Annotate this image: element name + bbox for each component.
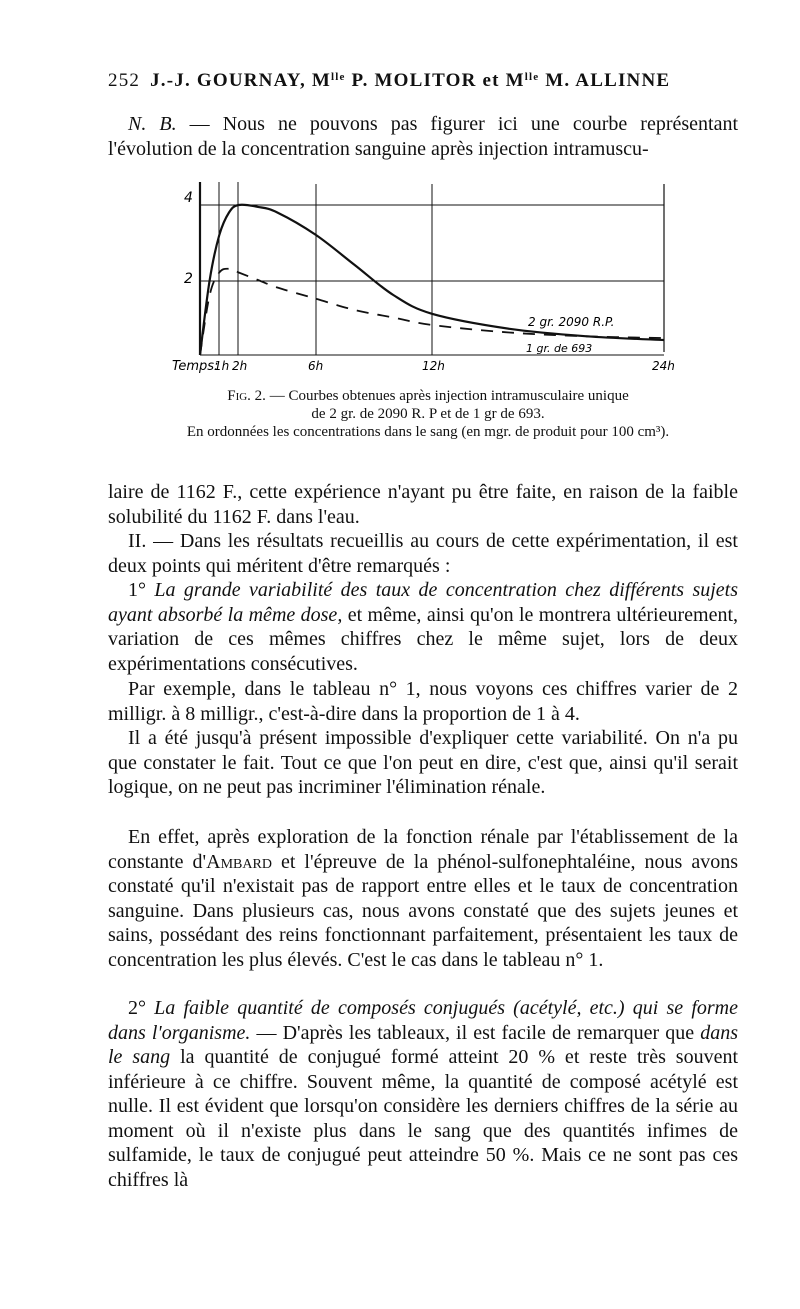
x-tick-2h: 2h: [232, 359, 248, 373]
running-header: [108, 70, 738, 92]
authors-sup-1: lle: [331, 71, 346, 83]
authors-sup-2: lle: [524, 71, 540, 83]
p6-ambard: Ambard: [206, 850, 272, 873]
x-tick-1h: 1h: [214, 359, 230, 373]
figure-2-chart: [168, 170, 678, 385]
y-tick-4: 4: [184, 190, 193, 206]
annotation-2090: 2 gr. 2090 R.P.: [528, 315, 615, 329]
chart-frame: [200, 182, 664, 355]
p7-italic-2: dans le sang: [108, 1021, 738, 1068]
paragraph-6: [108, 825, 738, 972]
p7-text-b: la quantité de conjugué formé atteint 20 % et reste très souvent inférieure à ce chiffre. Souvent même, la quantité de composé acétylé est nulle. Il est évident que lorsqu'on considère les derniers chiffres de la série au moment où il n'existe plus dans le sang que des quantités infimes de sulfamide, le taux de conjugué peut atteindre 50 %. Mais ce ne sont pas ces chiffres là: [108, 1046, 738, 1191]
caption-line-3: En ordonnées les concentrations dans le sang (en mgr. de produit pour 100 cm³).: [186, 424, 670, 440]
p3-rest: et même, ainsi qu'on le montrera ultérieurement, variation de ces mêmes chiffres chez le même sujet, lors de deux expérimentations consécutives.: [108, 603, 739, 675]
nb-text: — Nous ne pouvons pas figurer ici une courbe représentant l'évolution de la concentration sanguine après injection intramuscu-: [108, 113, 739, 160]
p7-number: 2°: [128, 997, 146, 1019]
p3-number: 1°: [128, 579, 146, 601]
p3-italic: La grande variabilité des taux de concentration chez différents sujets ayant absorbé la même dose,: [108, 579, 738, 626]
page-number: 252: [108, 70, 141, 91]
caption-fig-label: Fig. 2.: [227, 388, 266, 404]
paragraph-5: Il a été jusqu'à présent impossible d'expliquer cette variabilité. On n'a pu que constater le fait. Tout ce que l'on peut en dire, c'est que, ainsi qu'il serait logique, on ne peut pas incriminer l'élimination rénale.: [108, 727, 738, 798]
authors-part-2: P. MOLITOR et M: [345, 70, 525, 91]
y-tick-2: 2: [184, 271, 193, 287]
nb-label: N. B.: [128, 113, 177, 135]
caption-line-2: de 2 gr. de 2090 R. P et de 1 gr de 693.: [311, 406, 545, 422]
p7-italic: La faible quantité de composés conjugués (acétylé, etc.) qui se forme dans l'organisme.: [108, 997, 738, 1044]
p6-text-b: et l'épreuve de la phénol-sulfonephtaléine, nous avons constaté qu'il n'existait pas de rapport entre elles et le taux de concentration sanguine. Dans plusieurs cas, nous avons constaté que des sujets jeunes et sains, possédant des reins fonctionnant parfaitement, présentaient les taux de concentration les plus élevés. C'est le cas dans le tableau n° 1.: [108, 850, 738, 971]
paragraph-3: [108, 578, 738, 676]
x-tick-12h: 12h: [422, 359, 445, 373]
paragraph-7: [108, 996, 738, 1192]
x-axis-label: Temps:: [172, 359, 219, 374]
x-tick-24h: 24h: [652, 359, 675, 373]
nb-paragraph: [108, 112, 738, 161]
caption-line-1: [108, 387, 748, 405]
caption-text-1: — Courbes obtenues après injection intramusculaire unique: [265, 388, 629, 404]
authors-part-3: M. ALLINNE: [539, 70, 671, 91]
p6-text-a: En effet, après exploration de la fonction rénale par l'établissement de la constante d': [108, 826, 738, 873]
paragraph-4: Par exemple, dans le tableau n° 1, nous voyons ces chiffres varier de 2 milligr. à 8 milligr., c'est-à-dire dans la proportion de 1 à 4.: [108, 678, 738, 725]
paragraph-1: laire de 1162 F., cette expérience n'ayant pu être faite, en raison de la faible solubilité du 1162 F. dans l'eau.: [108, 481, 738, 528]
paragraph-2: II. — Dans les résultats recueillis au cours de cette expérimentation, il est deux points qui méritent d'être remarqués :: [108, 530, 738, 577]
annotation-693: 1 gr. de 693: [526, 342, 593, 355]
x-tick-6h: 6h: [308, 359, 324, 373]
authors-part-1: J.-J. GOURNAY, M: [150, 70, 331, 91]
p7-text-a: — D'après les tableaux, il est facile de remarquer que: [250, 1021, 701, 1044]
